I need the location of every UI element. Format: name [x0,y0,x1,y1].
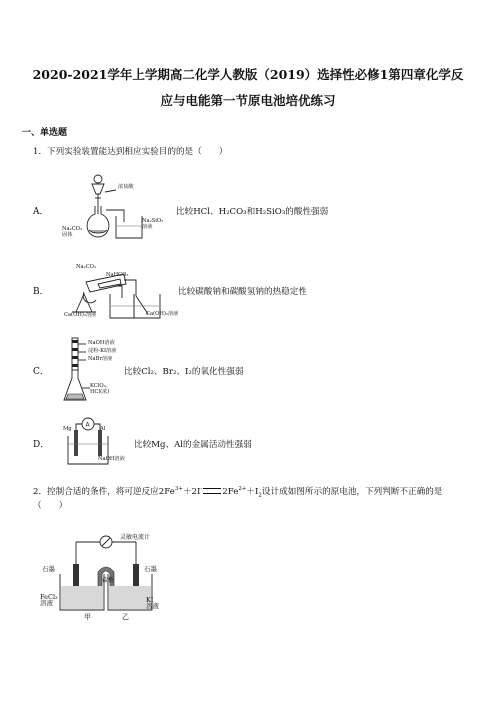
label-left-solution: Ca(OH)₂溶液 [64,312,97,318]
option-c-text: 比较Cl₂、Br₂、I₂的氧化性强弱 [124,367,244,377]
q2-sub1: 2 [258,492,262,499]
option-a-text: 比较HCl、H₂CO₃和H₂SiO₃的酸性强弱 [176,207,329,217]
option-d-letter: D． [33,440,50,450]
option-d-text: 比较Mg、Al的金属活动性强弱 [134,440,252,450]
option-b-letter: B． [33,287,49,297]
q2-mid3: ＋I [246,486,259,497]
q2-sup1: 3+ [174,486,183,492]
label-right-electrode: 石墨 [144,565,157,573]
q2-mid1: ＋2I [182,486,201,497]
label-right-solution-q2: KI 溶液 [146,596,159,610]
label-salt-bridge: 盐桥 [102,577,115,584]
label-galvanometer: 灵敏电流计 [120,534,151,541]
ammeter-label: A [85,421,90,429]
label-mg: Mg [63,426,72,432]
q2-stem-pre: 2．控制合适的条件，将可逆反应2Fe [33,486,175,497]
label-acid: 浓盐酸 [118,184,134,190]
label-c4: KClO₃、 HCl(浓) [90,383,111,395]
question-2-stem-line2: （ ） [33,501,68,511]
label-solution: Na₂SiO₃ 溶液 [142,218,164,230]
label-right-solution: Ca(OH)₂溶液 [146,311,179,317]
label-left-solution-q2: FeCl₃ 溶液 [40,593,58,607]
reversible-arrow-icon [203,488,221,494]
question-1-stem: 1．下列实验装置能达到相应实验目的的是（ ） [33,147,228,157]
q2-sup2: - [200,486,203,492]
option-c-letter: C． [33,367,49,377]
label-nahco3: NaHCO₃ [106,272,129,278]
label-c1: NaOH溶液 [88,340,115,346]
label-solid: Na₂CO₃ 固体 [62,226,83,238]
option-b-text: 比较碳酸钠和碳酸氢钠的热稳定性 [178,287,307,297]
question-2-stem [33,483,473,503]
doc-title-line2: 应与电能第一节原电池培优练习 [160,93,336,108]
option-c-apparatus [64,336,120,408]
option-a-letter: A． [33,207,49,217]
q2-sup3: 2+ [238,486,247,492]
label-naoh: NaOH溶液 [98,456,125,462]
label-c2: 淀粉-KI溶液 [88,348,117,354]
label-cell-b: 乙 [122,613,129,621]
label-c3: NaBr溶液 [88,356,113,362]
label-cell-a: 甲 [84,613,91,621]
q2-mid2: 2Fe [222,486,239,497]
label-left-electrode: 石墨 [42,565,55,573]
doc-title-line1: 2020-2021学年上学期高二化学人教版（2019）选择性必修1第四章化学反 [32,67,464,82]
section-heading: 一、单选题 [22,128,68,138]
q2-stem-post: 设计成如图所示的原电池，下列判断不正确的是 [261,486,443,497]
label-na2co3: Na₂CO₃ [76,264,97,270]
label-al: Al [100,426,106,432]
